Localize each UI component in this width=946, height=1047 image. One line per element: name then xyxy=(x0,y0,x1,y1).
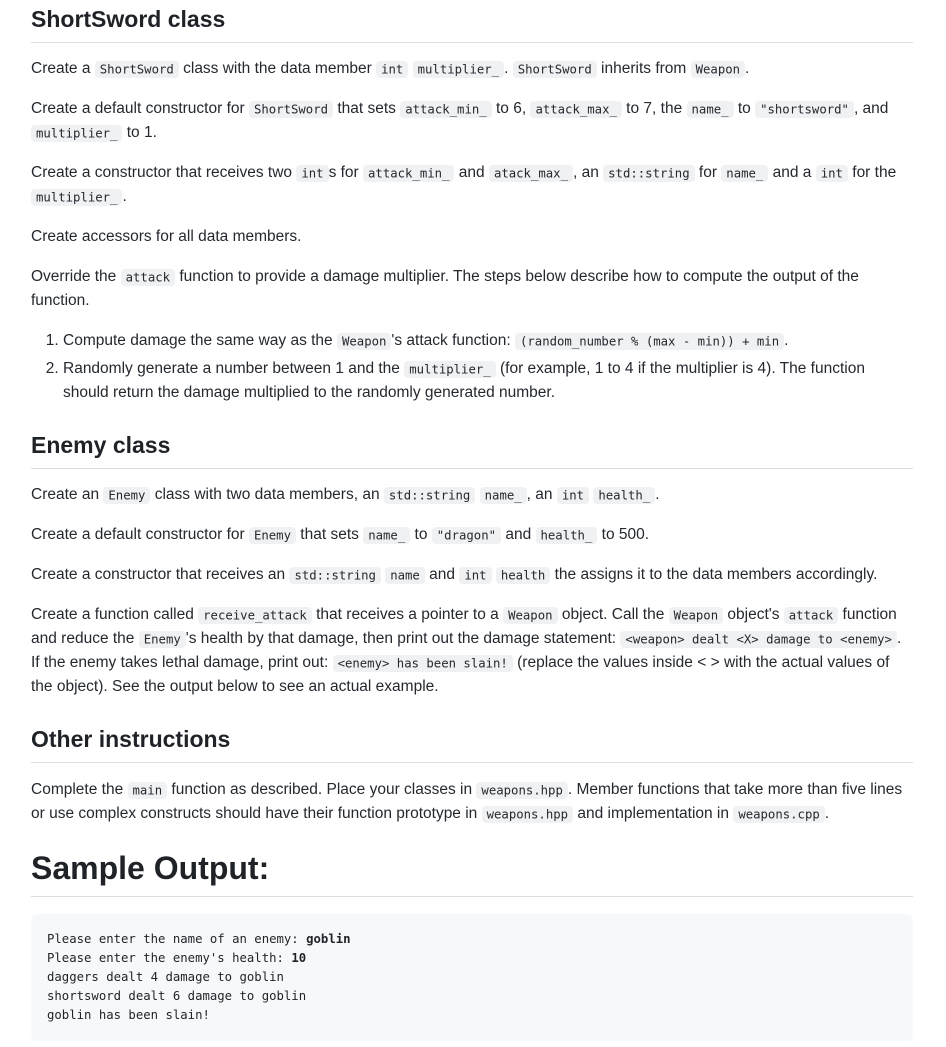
inline-code: multiplier_ xyxy=(31,125,122,142)
code-block xyxy=(31,914,913,1041)
inline-code: name_ xyxy=(721,165,768,182)
inline-code: name_ xyxy=(687,101,734,118)
list-item: 1. Compute damage the same way as the Weapon 's attack function: (random_number % (max - min)) + min . xyxy=(63,329,913,353)
inline-code: multiplier_ xyxy=(404,361,495,378)
inline-code: atack_max_ xyxy=(489,165,573,182)
inline-code: <enemy> has been slain! xyxy=(333,655,513,672)
output-line: goblin has been slain! xyxy=(47,1008,210,1022)
shortsword-heading: ShortSword class xyxy=(31,0,913,43)
inline-code: weapons.cpp xyxy=(733,806,824,823)
sample-section xyxy=(31,848,913,897)
inline-code: Enemy xyxy=(249,527,296,544)
inline-code: Weapon xyxy=(337,333,391,350)
inline-code: "dragon" xyxy=(432,527,501,544)
inline-code: Weapon xyxy=(669,607,723,624)
inline-code: name xyxy=(385,567,425,584)
other-heading: Other instructions xyxy=(31,720,913,763)
enemy-heading: Enemy class xyxy=(31,426,913,469)
inline-code: ShortSword xyxy=(95,61,179,78)
inline-code: health_ xyxy=(593,487,655,504)
inline-code: std::string xyxy=(603,165,694,182)
inline-code: std::string xyxy=(384,487,475,504)
sample-heading: Sample Output: xyxy=(31,848,913,897)
inline-code: attack xyxy=(121,269,175,286)
inline-code: (random_number % (max - min)) + min xyxy=(515,333,784,350)
inline-code: ShortSword xyxy=(513,61,597,78)
other-p1: Complete the main function as described. Place your classes in weapons.hpp . Member functions that take more than five lines or use complex constructs should have their function prototype in weapons.hpp and implementation in weapons.cpp . xyxy=(31,781,903,822)
shortsword-section xyxy=(31,0,913,43)
inline-code: weapons.hpp xyxy=(482,806,573,823)
inline-code: name_ xyxy=(480,487,527,504)
inline-code: <weapon> dealt <X> damage to <enemy> xyxy=(620,631,897,648)
inline-code: std::string xyxy=(289,567,380,584)
inline-code: attack xyxy=(784,607,838,624)
inline-code: attack_min_ xyxy=(400,101,491,118)
shortsword-steps-list xyxy=(31,329,913,409)
list-item: 2. Randomly generate a number between 1 and the multiplier_ (for example, 1 to 4 if the multiplier is 4). The function should return the damage multiplied to the randomly generated number. xyxy=(63,357,913,405)
inline-code: name_ xyxy=(363,527,410,544)
output-line: Please enter the enemy's health: 10 xyxy=(47,951,307,965)
inline-code: attack_max_ xyxy=(530,101,621,118)
output-line: shortsword dealt 6 damage to goblin xyxy=(47,989,307,1003)
enemy-section xyxy=(31,426,913,469)
other-section xyxy=(31,720,913,763)
enemy-p2: Create a default constructor for Enemy that sets name_ to "dragon" and health_ to 500. xyxy=(31,526,650,543)
inline-code: Enemy xyxy=(103,487,150,504)
inline-code: int xyxy=(557,487,589,504)
inline-code: multiplier_ xyxy=(413,61,504,78)
shortsword-p5: Override the attack function to provide a damage multiplier. The steps below describe how to compute the output of the function. xyxy=(31,268,859,309)
inline-code: health xyxy=(496,567,550,584)
enemy-p4: Create a function called receive_attack that receives a pointer to a Weapon object. Call the Weapon object's attack function and reduce the Enemy 's health by that damage, then print out the damage statement: <weapon> dealt <X> damage to <enemy> . If the enemy takes lethal damage, print out: <enemy> has been slain! (replace the values inside < > with the actual values of the object). See the output below to see an actual example. xyxy=(31,606,902,695)
shortsword-p2: Create a default constructor for ShortSword that sets attack_min_ to 6, attack_max_ to 7, the name_ to "shortsword" , and multiplier_ to 1. xyxy=(31,100,889,141)
inline-code: Weapon xyxy=(503,607,557,624)
inline-code: receive_attack xyxy=(198,607,312,624)
inline-code: int xyxy=(816,165,848,182)
inline-code: Weapon xyxy=(691,61,745,78)
inline-code: ShortSword xyxy=(249,101,333,118)
sample-output-block xyxy=(31,914,913,1041)
output-line: daggers dealt 4 damage to goblin xyxy=(47,970,284,984)
shortsword-p1: Create a ShortSword class with the data member int multiplier_ . ShortSword inherits from Weapon . xyxy=(31,60,750,77)
inline-code: multiplier_ xyxy=(31,189,122,206)
inline-code: main xyxy=(128,782,168,799)
inline-code: Enemy xyxy=(139,631,186,648)
inline-code: int xyxy=(459,567,491,584)
inline-code: "shortsword" xyxy=(755,101,854,118)
shortsword-p3: Create a constructor that receives two int s for attack_min_ and atack_max_ , an std::string for name_ and a int for the multiplier_ . xyxy=(31,164,897,205)
inline-code: weapons.hpp xyxy=(476,782,567,799)
shortsword-p4: Create accessors for all data members. xyxy=(31,228,302,245)
inline-code: health_ xyxy=(536,527,598,544)
output-line: Please enter the name of an enemy: goblin xyxy=(47,932,351,946)
inline-code: int xyxy=(296,165,328,182)
enemy-p1: Create an Enemy class with two data members, an std::string name_ , an int health_ . xyxy=(31,486,660,503)
inline-code: int xyxy=(376,61,408,78)
enemy-p3: Create a constructor that receives an std::string name and int health the assigns it to the data members accordingly. xyxy=(31,566,878,583)
inline-code: attack_min_ xyxy=(363,165,454,182)
